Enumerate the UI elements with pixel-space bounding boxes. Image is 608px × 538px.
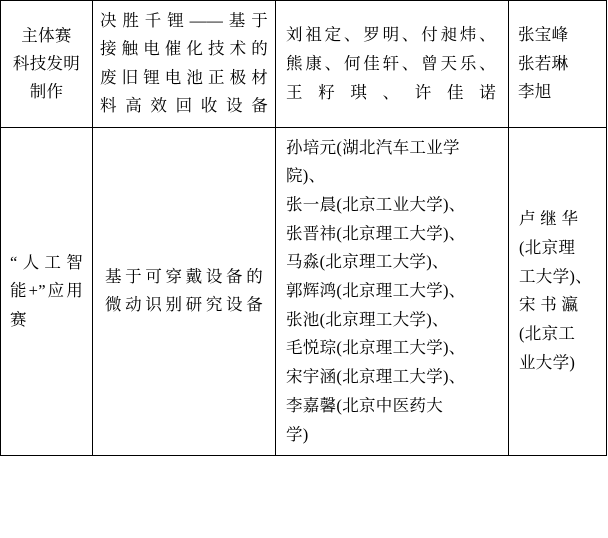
cell-project-title (93, 127, 276, 456)
participant-line: 孙培元(湖北汽车工业学 (286, 137, 460, 157)
table-row (1, 1, 607, 128)
cell-project-title (93, 1, 276, 128)
table-row (1, 127, 607, 456)
participant-line: 张池(北京理工大学)、 (286, 309, 449, 329)
advisor-line: 卢 继 华 (519, 209, 579, 229)
category-line: 主体赛 (21, 25, 72, 45)
participant-line: 熊康、何佳轩、曾天乐、 (286, 54, 496, 74)
category-line: “人工智 (10, 252, 83, 272)
participant-line: 李嘉馨(北京中医药大 (286, 395, 443, 415)
advisor-line: 工大学)、 (519, 266, 592, 286)
participant-line: 马淼(北京理工大学)、 (286, 252, 449, 272)
project-line: 微动识别研究设备 (105, 295, 263, 315)
project-line: 废旧锂电池正极材 (100, 67, 268, 87)
project-line: 料高效回收设备 (100, 96, 268, 116)
participant-line: 张一晨(北京工业大学)、 (286, 194, 466, 214)
category-line: 科技发明 (12, 53, 81, 73)
advisor-line: (北京工 (519, 324, 576, 344)
cell-advisors (509, 127, 607, 456)
advisor-line: 李旭 (518, 81, 552, 101)
participant-line: 院)、 (286, 166, 326, 186)
category-line: 制作 (29, 81, 64, 101)
participant-line: 毛悦琮(北京理工大学)、 (286, 338, 466, 358)
category-line: 能+”应用 (10, 281, 83, 301)
advisor-line: 宋 书 瀛 (519, 295, 579, 315)
advisor-line: (北京理 (519, 237, 576, 257)
participant-line: 刘祖定、罗明、付昶炜、 (286, 24, 496, 44)
cell-participants (276, 1, 509, 128)
participant-line: 学) (286, 424, 309, 444)
advisor-line: 张若琳 (518, 53, 569, 73)
participant-line: 王籽琪、许佳诺 (286, 83, 496, 103)
participant-line: 郭辉鸿(北京理工大学)、 (286, 281, 466, 301)
category-line: 赛 (10, 309, 27, 329)
project-line: 基于可穿戴设备的 (105, 266, 263, 286)
cell-category (1, 127, 93, 456)
advisor-line: 张宝峰 (518, 25, 569, 45)
advisor-line: 业大学) (519, 352, 576, 372)
participant-line: 宋宇涵(北京理工大学)、 (286, 367, 466, 387)
cell-advisors (509, 1, 607, 128)
project-line: 决胜千锂——基于 (100, 11, 268, 30)
project-line: 接触电催化技术的 (100, 39, 268, 59)
cell-participants (276, 127, 509, 456)
cell-category (1, 1, 93, 128)
participant-line: 张晋祎(北京理工大学)、 (286, 223, 466, 243)
